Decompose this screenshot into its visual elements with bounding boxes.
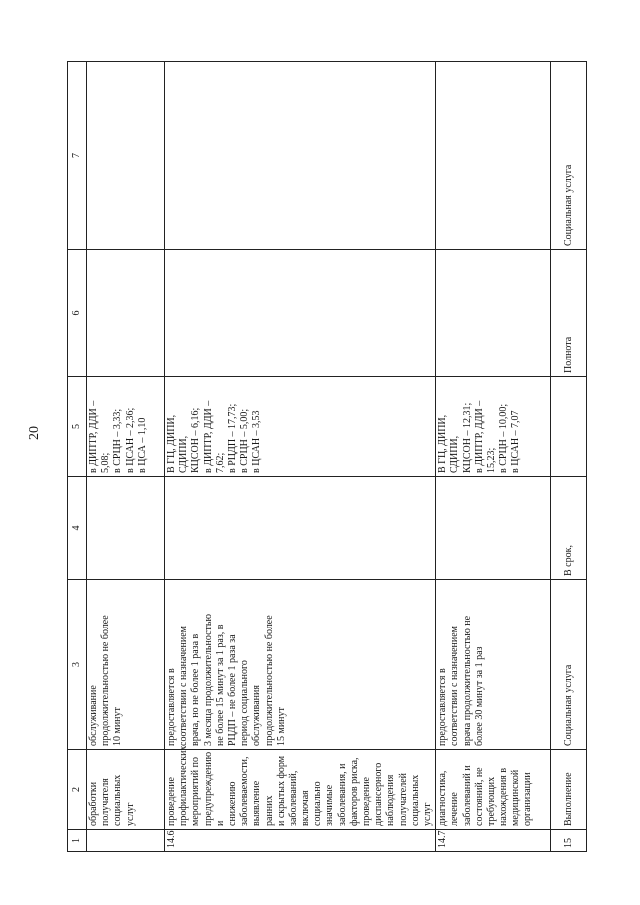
service-name: диагностика, лечение заболеваний и состояний, не требующих нахождения в медицинской организации [436,750,551,830]
service-terms [87,477,165,580]
header-cell: 1 [68,830,87,852]
col6-cell [87,250,165,377]
row-number [87,830,165,852]
rotated-table-container [67,62,607,852]
service-norms: в ДИПТР, ДДИ – 5,08; в СРЦН – 3,33; в ЦСАН – 2,36; в ЦСА – 1,10 [87,377,165,477]
service-terms [165,477,436,580]
service-norms: В ГЦ, ДИПИ, СДИПИ, КЦСОН – 12,31; в ДИПТР, ДДИ – 15,23; в СРЦН – 10,00; в ЦСАН – 7,07 [436,377,551,477]
service-procedure: Социальная услуга [551,580,587,750]
service-terms: В срок, [551,477,587,580]
service-procedure: предоставляется в соответствии с назначением врача продолжительностью не более 30 минут за 1 раз [436,580,551,750]
service-name: проведение профилактических мероприятий по предупреждению и снижению заболеваемости, выявление ранних и скрытых форм заболеваний, включая социально значимые заболевания, и факторов риска, проведение диспансерного наблюдения получателей социальных услуг [165,750,436,830]
header-cell: 5 [68,377,87,477]
service-procedure: предоставляется в соответствии с назначением врача, но не более 1 раза в 3 месяца продолжительностью не более 15 минут за 1 раз, в РЦДП – не более 1 раза за период социального обслуживания продолжительностью не более 15 минут [165,580,436,750]
header-row [68,62,87,852]
table-row [165,62,436,852]
col6-cell [165,250,436,377]
header-cell: 6 [68,250,87,377]
col6-cell: Полнота [551,250,587,377]
table-row [551,62,587,852]
service-name: Выполнение [551,750,587,830]
header-cell: 2 [68,750,87,830]
row-number: 15 [551,830,587,852]
table-row [436,62,551,852]
col7-cell [87,62,165,250]
page-number: 20 [27,426,42,440]
service-terms [436,477,551,580]
header-cell: 7 [68,62,87,250]
col7-cell [436,62,551,250]
row-number: 14.7 [436,830,551,852]
service-norms [551,377,587,477]
col7-cell: Социальная услуга [551,62,587,250]
services-table [67,61,587,852]
col6-cell [436,250,551,377]
col7-cell [165,62,436,250]
service-procedure: обслуживание продолжительностью не более 10 минут [87,580,165,750]
service-norms: В ГЦ, ДИПИ, СДИПИ, КЦСОН – 6,16; в ДИПТР, ДДИ – 7,62; в РЦДП – 17,73; в СРЦН – 5,00; в ЦСАН – 3,53 [165,377,436,477]
table-row [87,62,165,852]
row-number: 14.6 [165,830,436,852]
service-name: обработки получателя социальных услуг [87,750,165,830]
header-cell: 4 [68,477,87,580]
header-cell: 3 [68,580,87,750]
